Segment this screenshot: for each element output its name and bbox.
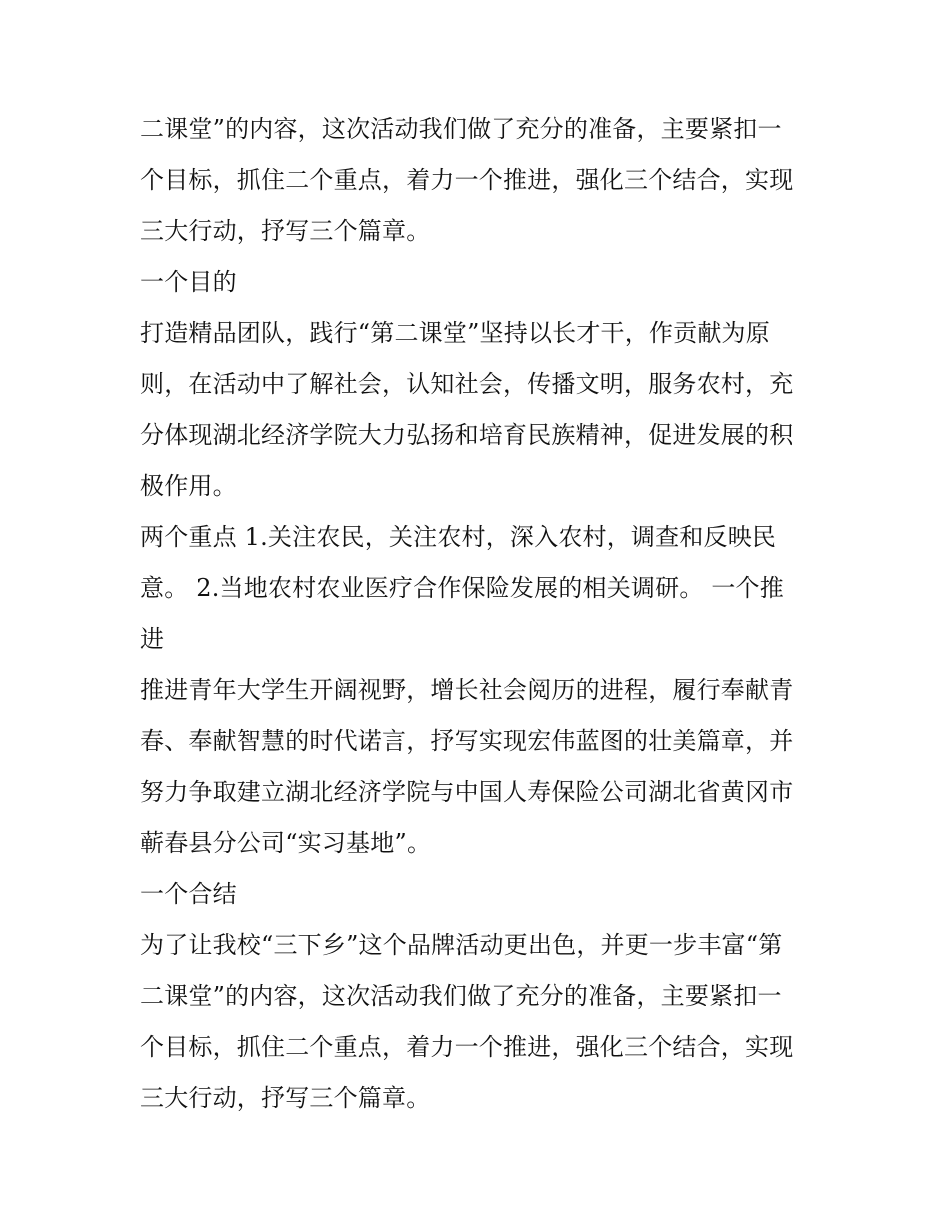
text-line: 意。 2.当地农村农业医疗合作保险发展的相关调研。 一个推 [140, 574, 784, 602]
text-line: 分体现湖北经济学院大力弘扬和培育民族精神，促进发展的积 [140, 421, 794, 449]
text-line: 两个重点 1.关注农民，关注农村，深入农村，调查和反映民 [140, 523, 777, 551]
section-heading: 一个合结 [140, 880, 237, 908]
text-line: 则，在活动中了解社会，认知社会，传播文明，服务农村，充 [140, 370, 794, 398]
text-line: 为了让我校“三下乡”这个品牌活动更出色，并更一步丰富“第 [140, 931, 783, 959]
text-line: 春、奉献智慧的时代诺言，抒写实现宏伟蓝图的壮美篇章，并 [140, 727, 794, 755]
text-line: 推进青年大学生开阔视野，增长社会阅历的进程，履行奉献青 [140, 676, 794, 704]
document-body [140, 104, 820, 1124]
text-line: 蕲春县分公司“实习基地”。 [140, 829, 432, 857]
text-line: 进 [140, 625, 165, 653]
text-line: 个目标，抓住二个重点，着力一个推进，强化三个结合，实现 [140, 166, 794, 194]
text-line: 三大行动，抒写三个篇章。 [140, 217, 431, 245]
text-line: 二课堂”的内容，这次活动我们做了充分的准备，主要紧扣一 [140, 115, 782, 143]
text-line: 二课堂”的内容，这次活动我们做了充分的准备，主要紧扣一 [140, 982, 782, 1010]
text-line: 个目标，抓住二个重点，着力一个推进，强化三个结合，实现 [140, 1033, 794, 1061]
section-heading: 一个目的 [140, 268, 237, 296]
text-line: 三大行动，抒写三个篇章。 [140, 1084, 431, 1112]
text-line: 打造精品团队，践行“第二课堂”坚持以长才干，作贡献为原 [140, 319, 770, 347]
text-line: 极作用。 [140, 472, 237, 500]
text-line: 努力争取建立湖北经济学院与中国人寿保险公司湖北省黄冈市 [140, 778, 794, 806]
